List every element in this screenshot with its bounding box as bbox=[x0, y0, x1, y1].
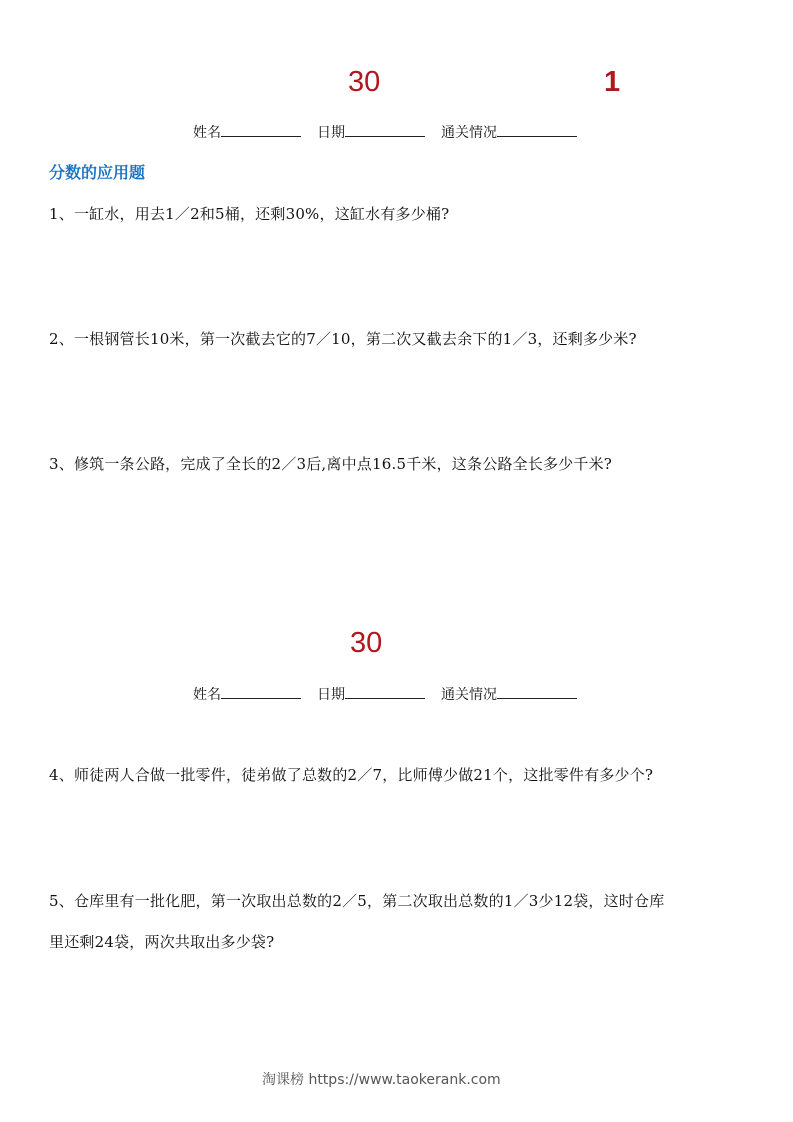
date-label: 日期 bbox=[317, 687, 345, 703]
name-label: 姓名 bbox=[193, 687, 221, 703]
lesson-number: 1 bbox=[604, 66, 621, 98]
name-label: 姓名 bbox=[193, 125, 221, 141]
section-title: 分数的应用题 bbox=[49, 163, 146, 182]
status-label: 通关情况 bbox=[441, 687, 497, 703]
question-5-line-2: 里还剩24袋，两次共取出多少袋? bbox=[49, 933, 275, 951]
question-1: 1、一缸水，用去1／2和5桶，还剩30%，这缸水有多少桶? bbox=[49, 205, 450, 223]
date-field[interactable] bbox=[345, 686, 425, 699]
question-3: 3、修筑一条公路，完成了全长的2／3后,离中点16.5千米，这条公路全长多少千米? bbox=[49, 455, 613, 473]
info-row-2 bbox=[193, 686, 577, 702]
status-field[interactable] bbox=[497, 686, 577, 699]
date-label: 日期 bbox=[317, 125, 345, 141]
question-5-line-1: 5、仓库里有一批化肥，第一次取出总数的2／5，第二次取出总数的1／3少12袋，这时仓库 bbox=[49, 892, 665, 910]
name-field[interactable] bbox=[221, 686, 301, 699]
question-2: 2、一根钢管长10米，第一次截去它的7／10，第二次又截去余下的1／3，还剩多少米? bbox=[49, 330, 637, 348]
footer-watermark: 淘课榜 https://www.taokerank.com bbox=[262, 1072, 501, 1088]
day-number-2: 30 bbox=[350, 627, 383, 659]
status-label: 通关情况 bbox=[441, 125, 497, 141]
date-field[interactable] bbox=[345, 124, 425, 137]
question-4: 4、师徒两人合做一批零件，徒弟做了总数的2／7，比师傅少做21个，这批零件有多少个? bbox=[49, 766, 654, 784]
day-number: 30 bbox=[348, 66, 381, 98]
info-row bbox=[193, 124, 577, 140]
status-field[interactable] bbox=[497, 124, 577, 137]
name-field[interactable] bbox=[221, 124, 301, 137]
